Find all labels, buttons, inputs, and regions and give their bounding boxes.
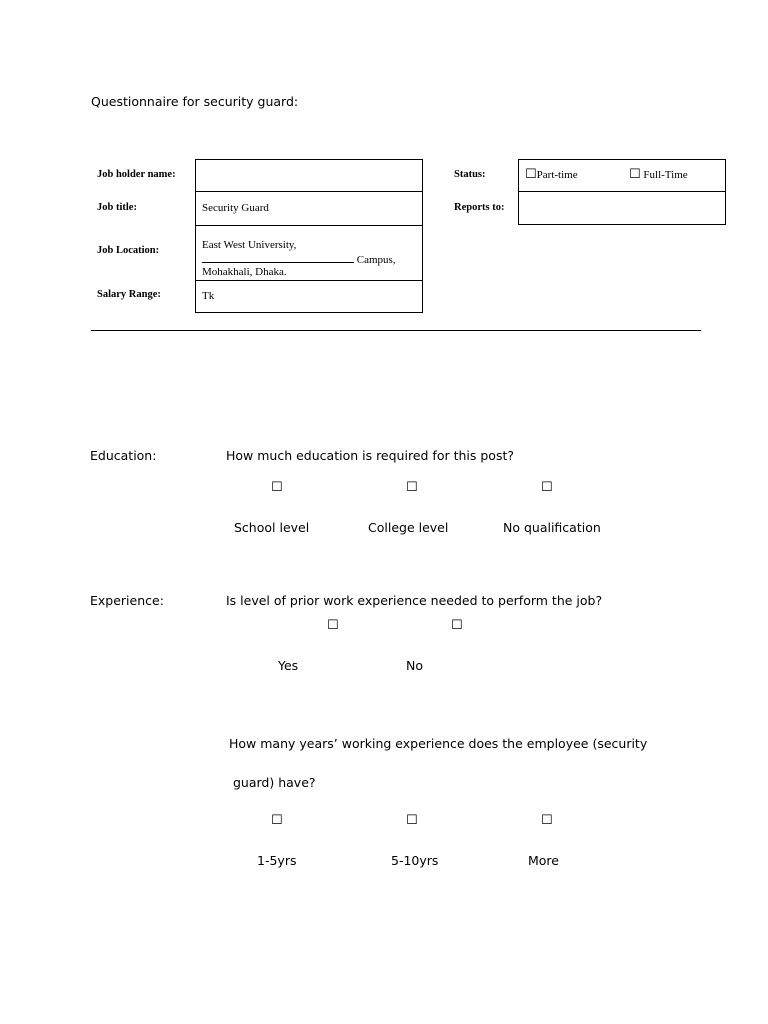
- years-question-line1: How many years’ working experience does the employee (security: [229, 736, 648, 751]
- campus-blank-line: [202, 252, 354, 263]
- years-more-checkbox-icon[interactable]: ☐: [541, 813, 553, 828]
- job-location-line2: Mohakhali, Dhaka.: [202, 266, 287, 278]
- experience-option-no: No: [406, 658, 423, 673]
- yes-checkbox-icon[interactable]: ☐: [327, 618, 339, 633]
- salary-range-label: Salary Range:: [97, 289, 161, 300]
- job-location-field[interactable]: [195, 225, 423, 281]
- section-divider: [91, 330, 701, 331]
- salary-range-field[interactable]: [195, 280, 423, 313]
- status-label: Status:: [454, 169, 486, 180]
- job-location-line1: East West University,: [202, 239, 297, 251]
- job-location-label: Job Location:: [97, 245, 160, 256]
- status-full-time-option[interactable]: [629, 168, 688, 181]
- job-location-campus-suffix: Campus,: [356, 254, 396, 266]
- job-title-label: Job title:: [97, 202, 137, 213]
- education-question: How much education is required for this post?: [226, 448, 514, 463]
- years-option-5-10: 5-10yrs: [391, 853, 439, 868]
- part-time-label: Part-time: [536, 169, 578, 181]
- college-level-checkbox-icon[interactable]: ☐: [406, 480, 418, 495]
- status-part-time-option[interactable]: [525, 168, 578, 181]
- page-title: Questionnaire for security guard:: [91, 94, 299, 109]
- full-time-checkbox-icon[interactable]: ☐: [629, 167, 641, 182]
- experience-option-yes: Yes: [278, 658, 299, 673]
- part-time-checkbox-icon[interactable]: ☐: [525, 167, 537, 182]
- years-5-10-checkbox-icon[interactable]: ☐: [406, 813, 418, 828]
- no-checkbox-icon[interactable]: ☐: [451, 618, 463, 633]
- no-qualification-checkbox-icon[interactable]: ☐: [541, 480, 553, 495]
- job-location-campus-line: [202, 252, 396, 266]
- education-label: Education:: [90, 448, 157, 463]
- years-question-line2: guard) have?: [233, 775, 316, 790]
- job-holder-name-field[interactable]: [195, 159, 423, 192]
- experience-question: Is level of prior work experience needed to perform the job?: [226, 593, 603, 608]
- education-option-school: School level: [234, 520, 310, 535]
- school-level-checkbox-icon[interactable]: ☐: [271, 480, 283, 495]
- reports-to-field[interactable]: [518, 191, 726, 225]
- years-1-5-checkbox-icon[interactable]: ☐: [271, 813, 283, 828]
- job-title-field[interactable]: [195, 191, 423, 226]
- job-holder-name-label: Job holder name:: [97, 169, 176, 180]
- experience-label: Experience:: [90, 593, 164, 608]
- years-option-more: More: [528, 853, 559, 868]
- reports-to-label: Reports to:: [454, 202, 505, 213]
- education-option-college: College level: [368, 520, 449, 535]
- salary-range-value: Tk: [202, 290, 215, 302]
- years-option-1-5: 1-5yrs: [257, 853, 297, 868]
- education-option-none: No qualification: [503, 520, 601, 535]
- job-title-value: Security Guard: [202, 202, 269, 214]
- status-field: [518, 159, 726, 192]
- full-time-label: Full-Time: [643, 169, 688, 181]
